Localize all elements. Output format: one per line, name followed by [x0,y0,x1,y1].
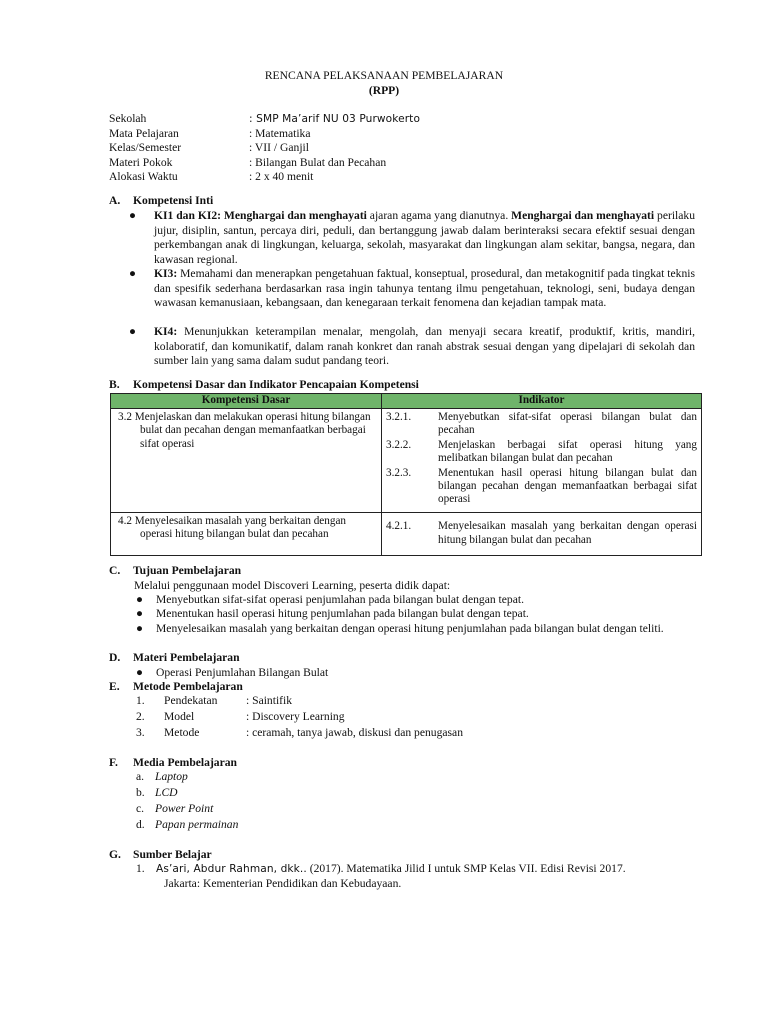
section-a-heading: A. Kompetensi Inti [109,194,214,207]
identity-row-subject: Mata Pelajaran : Matematika [109,126,311,140]
bullet-icon: ● [136,593,144,606]
reference-item: 1. As’ari, Abdur Rahman, dkk.. (2017). Matematika Jilid I untuk SMP Kelas VII. Edisi Revisi 2017. [136,862,626,875]
ki4-item: ● KI4: Menunjukkan keterampilan menalar, mengolah, dan menyaji secara kreatif, produktif, kritis, mandiri, kolaboratif, dan komunikatif, dalam ranah konkret dan ranah abstrak sesuai dengan yang dipelajari di sekolah dan sumber lain yang sama dalam sudut pandang teori. [129,325,695,368]
section-d-heading: D. Materi Pembelajaran [109,651,240,664]
indicator-item: 4.2.1. Menyelesaikan masalah yang berkaitan dengan operasi hitung bilangan bulat dan pecahan [386,520,697,546]
bullet-icon: ● [136,666,144,679]
section-b-heading: B. Kompetensi Dasar dan Indikator Pencapaian Kompetensi [109,378,419,391]
table-row [111,409,702,513]
list-item: 3. Metode : ceramah, tanya jawab, diskusi dan penugasan [136,726,463,739]
identity-row-school: Sekolah : SMP Ma’arif NU 03 Purwokerto [109,112,421,125]
list-item: 1. Pendekatan : Saintifik [136,694,293,707]
ki3-item: ● KI3: Memahami dan menerapkan pengetahuan faktual, konseptual, prosedural, dan metakognitif pada tingkat teknis dan spesifik sederhana berdasarkan rasa ingin tahunya tentang ilmu pengetahuan, teknologi, seni, budaya dengan wawasan kemanusiaan, kebangsaan, dan kenegaraan terkait fenomena dan kejadian tampak mata. [129,267,695,310]
bullet-icon: ● [129,325,137,338]
indicator-item: 3.2.1. Menyebutkan sifat-sifat operasi bilangan bulat dan pecahan [386,411,697,437]
section-c-intro: Melalui penggunaan model Discoveri Learning, peserta didik dapat: [134,579,451,592]
identity-row-class: Kelas/Semester : VII / Ganjil [109,141,310,155]
section-g-heading: G. Sumber Belajar [109,848,212,861]
reference-item-line2: Jakarta: Kementerian Pendidikan dan Kebudayaan. [164,877,402,890]
list-item: a. Laptop [136,770,188,783]
section-c-heading: C. Tujuan Pembelajaran [109,564,242,577]
ki12-item: ● KI1 dan KI2: Menghargai dan menghayati ajaran agama yang dianutnya. Menghargai dan menghayati perilaku jujur, disiplin, santun, percaya diri, peduli, dan bertanggung jawab dalam berinteraksi secara efektif sesuai dengan perkembangan anak di lingkungan, keluarga, sekolah, masyarakat dan lingkungan alam sekitar, bangsa, negara, dan kawasan regional. [129,209,696,266]
list-item: ● Operasi Penjumlahan Bilangan Bulat [136,666,329,679]
section-f-heading: F. Media Pembelajaran [109,756,237,769]
list-item: ● Menyebutkan sifat-sifat operasi penjumlahan pada bilangan bulat dengan tepat. [136,593,524,606]
list-item: ● Menentukan hasil operasi hitung penjumlahan pada bilangan bulat dengan tepat. [136,607,529,620]
list-item: c. Power Point [136,802,214,815]
table-header-kd: Kompetensi Dasar [111,394,382,409]
bullet-icon: ● [129,209,137,222]
list-item: 2. Model : Discovery Learning [136,710,345,723]
list-item: ● Menyelesaikan masalah yang berkaitan dengan operasi hitung penjumlahan pada bilangan bulat dengan teliti. [136,622,664,635]
list-item: b. LCD [136,786,178,799]
competency-table [110,393,702,556]
bullet-icon: ● [136,622,144,635]
document-title: RENCANA PELAKSANAAN PEMBELAJARAN [264,69,504,82]
table-header-indicator: Indikator [382,394,702,409]
indicator-item: 3.2.2. Menjelaskan berbagai sifat operasi hitung yang melibatkan bilangan bulat dan pecahan [386,438,697,465]
identity-row-topic: Materi Pokok : Bilangan Bulat dan Pecahan [109,155,387,169]
identity-row-time: Alokasi Waktu : 2 x 40 menit [109,170,314,184]
identity-block [109,112,420,185]
kd-text: 3.2 Menjelaskan dan melakukan operasi hitung bilangan bulat dan pecahan dengan memanfaatkan berbagai sifat operasi [118,411,371,450]
indicator-item: 3.2.3. Menentukan hasil operasi hitung bilangan bulat dan bilangan pecahan dengan memanfaatkan berbagai sifat operasi [386,466,697,506]
bullet-icon: ● [136,607,144,620]
document-subtitle: (RPP) [368,84,400,97]
list-item: d. Papan permainan [136,818,239,831]
table-row [111,513,702,556]
kd-text: 4.2 Menyelesaikan masalah yang berkaitan dengan operasi hitung bilangan bulat dan pecahan [118,515,347,541]
bullet-icon: ● [129,267,137,280]
section-e-heading: E. Metode Pembelajaran [109,680,243,693]
